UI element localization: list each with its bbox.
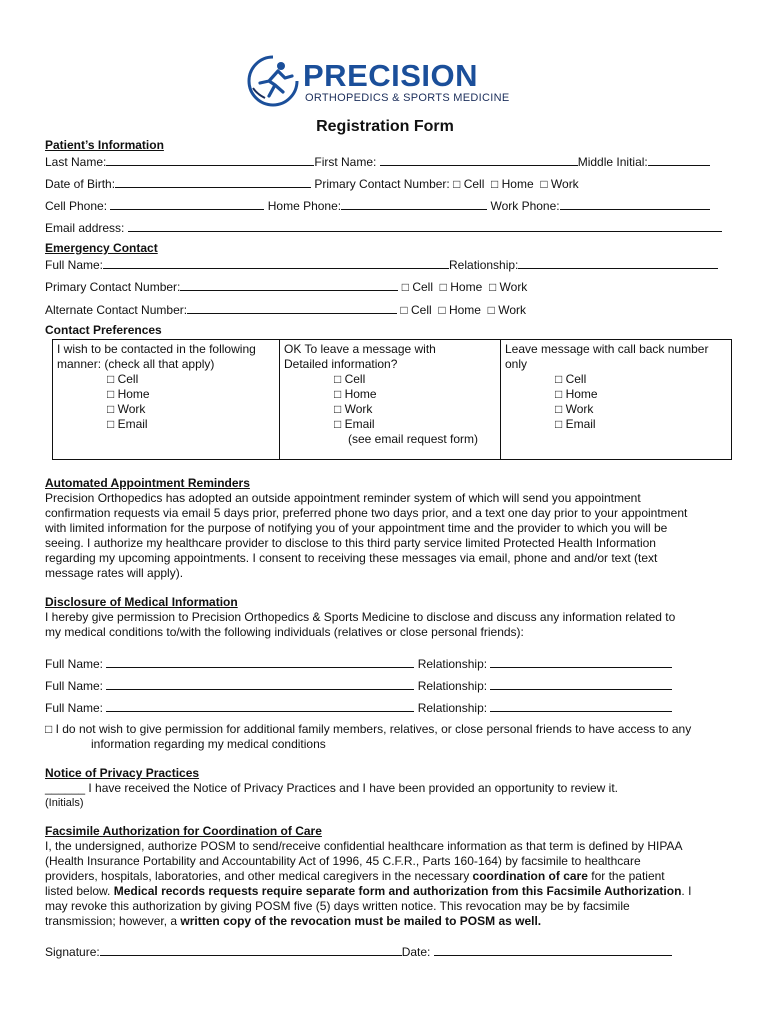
emergency-primary-field[interactable] (180, 278, 398, 291)
emergency-primary-label: Primary Contact Number: (45, 280, 181, 294)
text-line: may revoke this authorization by giving POSM five (5) days written notice. This revocation may be by facsimile (45, 899, 630, 913)
option-label: Work (344, 402, 373, 416)
checkbox-icon[interactable]: □ (487, 303, 495, 317)
preference-box-content (505, 342, 708, 432)
relationship-label: Relationship: (417, 679, 488, 693)
text-line: Precision Orthopedics has adopted an outside appointment reminder system of which will send you appointment (45, 491, 641, 505)
relationship-label: Relationship: (417, 701, 488, 715)
pref-option-email[interactable] (57, 417, 256, 432)
date-field[interactable] (434, 943, 672, 956)
checkbox-icon[interactable]: □ (540, 177, 548, 191)
option-cell: Cell (412, 280, 433, 294)
checkbox-icon[interactable]: □ (334, 387, 342, 401)
preference-box-message (279, 339, 501, 460)
text-span: . I (681, 884, 692, 898)
initials-label: (Initials) (45, 797, 84, 809)
reminders-text (45, 491, 735, 581)
phones-row (45, 197, 710, 214)
option-label: Email (344, 417, 375, 431)
first-name-label: First Name: (314, 155, 377, 169)
preferences-heading: Contact Preferences (45, 323, 162, 337)
privacy-text: I have received the Notice of Privacy Practices and I have been provided an opportunity to review it. (88, 781, 619, 795)
dob-row (45, 175, 579, 192)
full-name-field[interactable] (106, 699, 414, 712)
dob-field[interactable] (115, 175, 311, 188)
email-row (45, 219, 722, 236)
emergency-alternate-label: Alternate Contact Number: (45, 303, 188, 317)
text-span: for the patient (587, 869, 665, 883)
preference-text: Detailed information? (284, 357, 398, 371)
preference-text: Leave message with call back number (505, 342, 709, 356)
fax-heading: Facsimile Authorization for Coordination of Care (45, 824, 322, 838)
disclosure-row-2 (45, 677, 672, 694)
work-phone-field[interactable] (560, 197, 710, 210)
checkbox-icon[interactable]: □ (491, 177, 499, 191)
text-line: regarding my upcoming appointments. I consent to receiving these messages via email, phone and and/or text (text (45, 551, 658, 565)
checkbox-icon[interactable]: □ (107, 417, 115, 431)
no-permission-text: I do not wish to give permission for additional family members, relatives, or close personal friends to have access to any (55, 722, 692, 736)
text-line (45, 869, 735, 884)
option-label: Work (117, 402, 146, 416)
signature-field[interactable] (100, 943, 402, 956)
last-name-field[interactable] (106, 153, 314, 166)
full-name-field[interactable] (106, 655, 414, 668)
checkbox-icon[interactable]: □ (555, 372, 563, 386)
relationship-field[interactable] (490, 677, 672, 690)
full-name-label: Full Name: (45, 657, 104, 671)
checkbox-icon[interactable]: □ (555, 387, 563, 401)
relationship-field[interactable] (490, 699, 672, 712)
first-name-field[interactable] (380, 153, 578, 166)
fax-text (45, 839, 735, 929)
bold-text: coordination of care (472, 869, 588, 883)
preference-text: only (505, 357, 528, 371)
checkbox-icon[interactable]: □ (107, 372, 115, 386)
emergency-alternate-field[interactable] (187, 301, 397, 314)
text-line (45, 914, 735, 929)
privacy-row (45, 781, 618, 796)
option-work: Work (498, 303, 527, 317)
reminders-heading: Automated Appointment Reminders (45, 476, 250, 490)
checkbox-icon[interactable]: □ (45, 722, 53, 736)
middle-initial-field[interactable] (648, 153, 710, 166)
cell-phone-field[interactable] (110, 197, 264, 210)
checkbox-icon[interactable]: □ (439, 280, 447, 294)
signature-row (45, 943, 672, 960)
checkbox-icon[interactable]: □ (107, 387, 115, 401)
pref-option-cell[interactable] (57, 372, 256, 387)
checkbox-icon[interactable]: □ (488, 280, 497, 294)
option-label: Cell (565, 372, 587, 386)
emergency-relationship-label: Relationship: (449, 258, 519, 272)
text-line: seeing. I authorize my healthcare provider to disclose to this third party service limited Protected Health Information (45, 536, 656, 550)
primary-contact-label: Primary Contact Number: (314, 177, 450, 191)
msg-option-home[interactable] (284, 387, 478, 402)
work-phone-label: Work Phone: (490, 199, 560, 213)
last-name-row (45, 153, 710, 170)
checkbox-icon[interactable]: □ (107, 402, 115, 416)
disclosure-text (45, 610, 735, 640)
disclosure-row-1 (45, 655, 672, 672)
option-label: Home (565, 387, 598, 401)
date-label: Date: (401, 945, 431, 959)
msg-option-work[interactable] (284, 402, 478, 417)
text-line (45, 884, 735, 899)
emergency-heading: Emergency Contact (45, 241, 158, 255)
checkbox-icon[interactable]: □ (401, 280, 409, 294)
text-span: providers, hospitals, laboratories, and other medical caregivers in the necessary (45, 869, 473, 883)
checkbox-icon[interactable]: □ (334, 417, 342, 431)
page-title: Registration Form (316, 118, 454, 135)
home-phone-label: Home Phone: (267, 199, 342, 213)
pref-option-work[interactable] (57, 402, 256, 417)
text-line: my medical conditions to/with the following individuals (relatives or close personal friends): (45, 625, 524, 639)
no-permission-checkbox-row[interactable] (45, 722, 691, 737)
emergency-relationship-field[interactable] (518, 256, 718, 269)
privacy-heading: Notice of Privacy Practices (45, 766, 200, 780)
full-name-field[interactable] (106, 677, 414, 690)
middle-initial-label: Middle Initial: (577, 155, 648, 169)
checkbox-icon[interactable]: □ (400, 303, 408, 317)
emergency-name-row (45, 256, 718, 273)
email-field[interactable] (128, 219, 722, 232)
option-home: Home (501, 177, 534, 191)
text-line: I, the undersigned, authorize POSM to send/receive confidential healthcare information as that term is defined by HIPAA (45, 839, 683, 853)
email-request-note: (see email request form) (348, 432, 479, 446)
option-label: Home (117, 387, 150, 401)
relationship-field[interactable] (490, 655, 672, 668)
email-label: Email address: (45, 221, 125, 235)
option-label: Email (565, 417, 596, 431)
preference-text: OK To leave a message with (284, 342, 436, 356)
callback-option-email[interactable] (505, 417, 708, 432)
dob-label: Date of Birth: (45, 177, 116, 191)
preference-text: I wish to be contacted in the following (57, 342, 256, 356)
runner-logo-icon (245, 54, 301, 108)
full-name-label: Full Name: (45, 679, 104, 693)
emergency-primary-row (45, 278, 527, 295)
patient-info-heading: Patient’s Information (45, 138, 164, 152)
text-span: transmission; however, a (45, 914, 181, 928)
callback-option-work[interactable] (505, 402, 708, 417)
preference-text: manner: (check all that apply) (57, 357, 215, 371)
text-line: (Health Insurance Portability and Accountability Act of 1996, 45 C.F.R., Parts 160-164) by facsimile to healthcare (45, 854, 641, 868)
disclosure-heading: Disclosure of Medical Information (45, 595, 238, 609)
option-home: Home (448, 303, 481, 317)
msg-option-email[interactable] (284, 417, 478, 432)
bold-text: written copy of the revocation must be mailed to POSM as well. (180, 914, 542, 928)
emergency-alternate-row (45, 301, 526, 318)
option-label: Email (117, 417, 148, 431)
msg-option-cell[interactable] (284, 372, 478, 387)
preference-box-callback (500, 339, 732, 460)
initials-field[interactable]: ______ (45, 781, 86, 795)
pref-option-home[interactable] (57, 387, 256, 402)
callback-option-home[interactable] (505, 387, 708, 402)
text-line: with limited information for the purpose of notifying you of your appointment time and the provider to which you will be (45, 521, 668, 535)
signature-label: Signature: (45, 945, 100, 959)
option-label: Work (565, 402, 594, 416)
checkbox-icon[interactable]: □ (334, 372, 342, 386)
checkbox-icon[interactable]: □ (438, 303, 446, 317)
disclosure-row-3 (45, 699, 672, 716)
callback-option-cell[interactable] (505, 372, 708, 387)
relationship-label: Relationship: (417, 657, 488, 671)
no-permission-text-2: information regarding my medical conditions (91, 737, 326, 751)
checkbox-icon[interactable]: □ (334, 402, 342, 416)
option-label: Home (344, 387, 377, 401)
option-cell: Cell (463, 177, 485, 191)
text-line: confirmation requests via email 5 days prior, preferred phone two days prior, and a text one day prior to your appointment (45, 506, 688, 520)
checkbox-icon[interactable]: □ (453, 177, 461, 191)
text-line: I hereby give permission to Precision Orthopedics & Sports Medicine to disclose and discuss any information related to (45, 610, 676, 624)
preference-box-contact (52, 339, 280, 460)
emergency-full-name-field[interactable] (103, 256, 449, 269)
text-span: listed below. (45, 884, 114, 898)
option-work: Work (550, 177, 579, 191)
home-phone-field[interactable] (341, 197, 487, 210)
bold-text: Medical records requests require separate form and authorization from this Facsimile Authorization (113, 884, 682, 898)
last-name-label: Last Name: (45, 155, 107, 169)
option-cell: Cell (411, 303, 432, 317)
logo-subtitle: ORTHOPEDICS & SPORTS MEDICINE (305, 92, 510, 104)
precision-logo (245, 54, 525, 108)
preference-box-content (57, 342, 256, 432)
preference-box-content (284, 342, 478, 447)
checkbox-icon[interactable]: □ (555, 417, 563, 431)
text-line: message rates will apply). (45, 566, 184, 580)
option-home: Home (450, 280, 483, 294)
logo-name: PRECISION (303, 58, 479, 93)
full-name-label: Full Name: (45, 701, 104, 715)
option-label: Cell (117, 372, 139, 386)
emergency-full-name-label: Full Name: (45, 258, 104, 272)
checkbox-icon[interactable]: □ (555, 402, 563, 416)
option-work: Work (499, 280, 528, 294)
option-label: Cell (344, 372, 366, 386)
cell-phone-label: Cell Phone: (45, 199, 108, 213)
